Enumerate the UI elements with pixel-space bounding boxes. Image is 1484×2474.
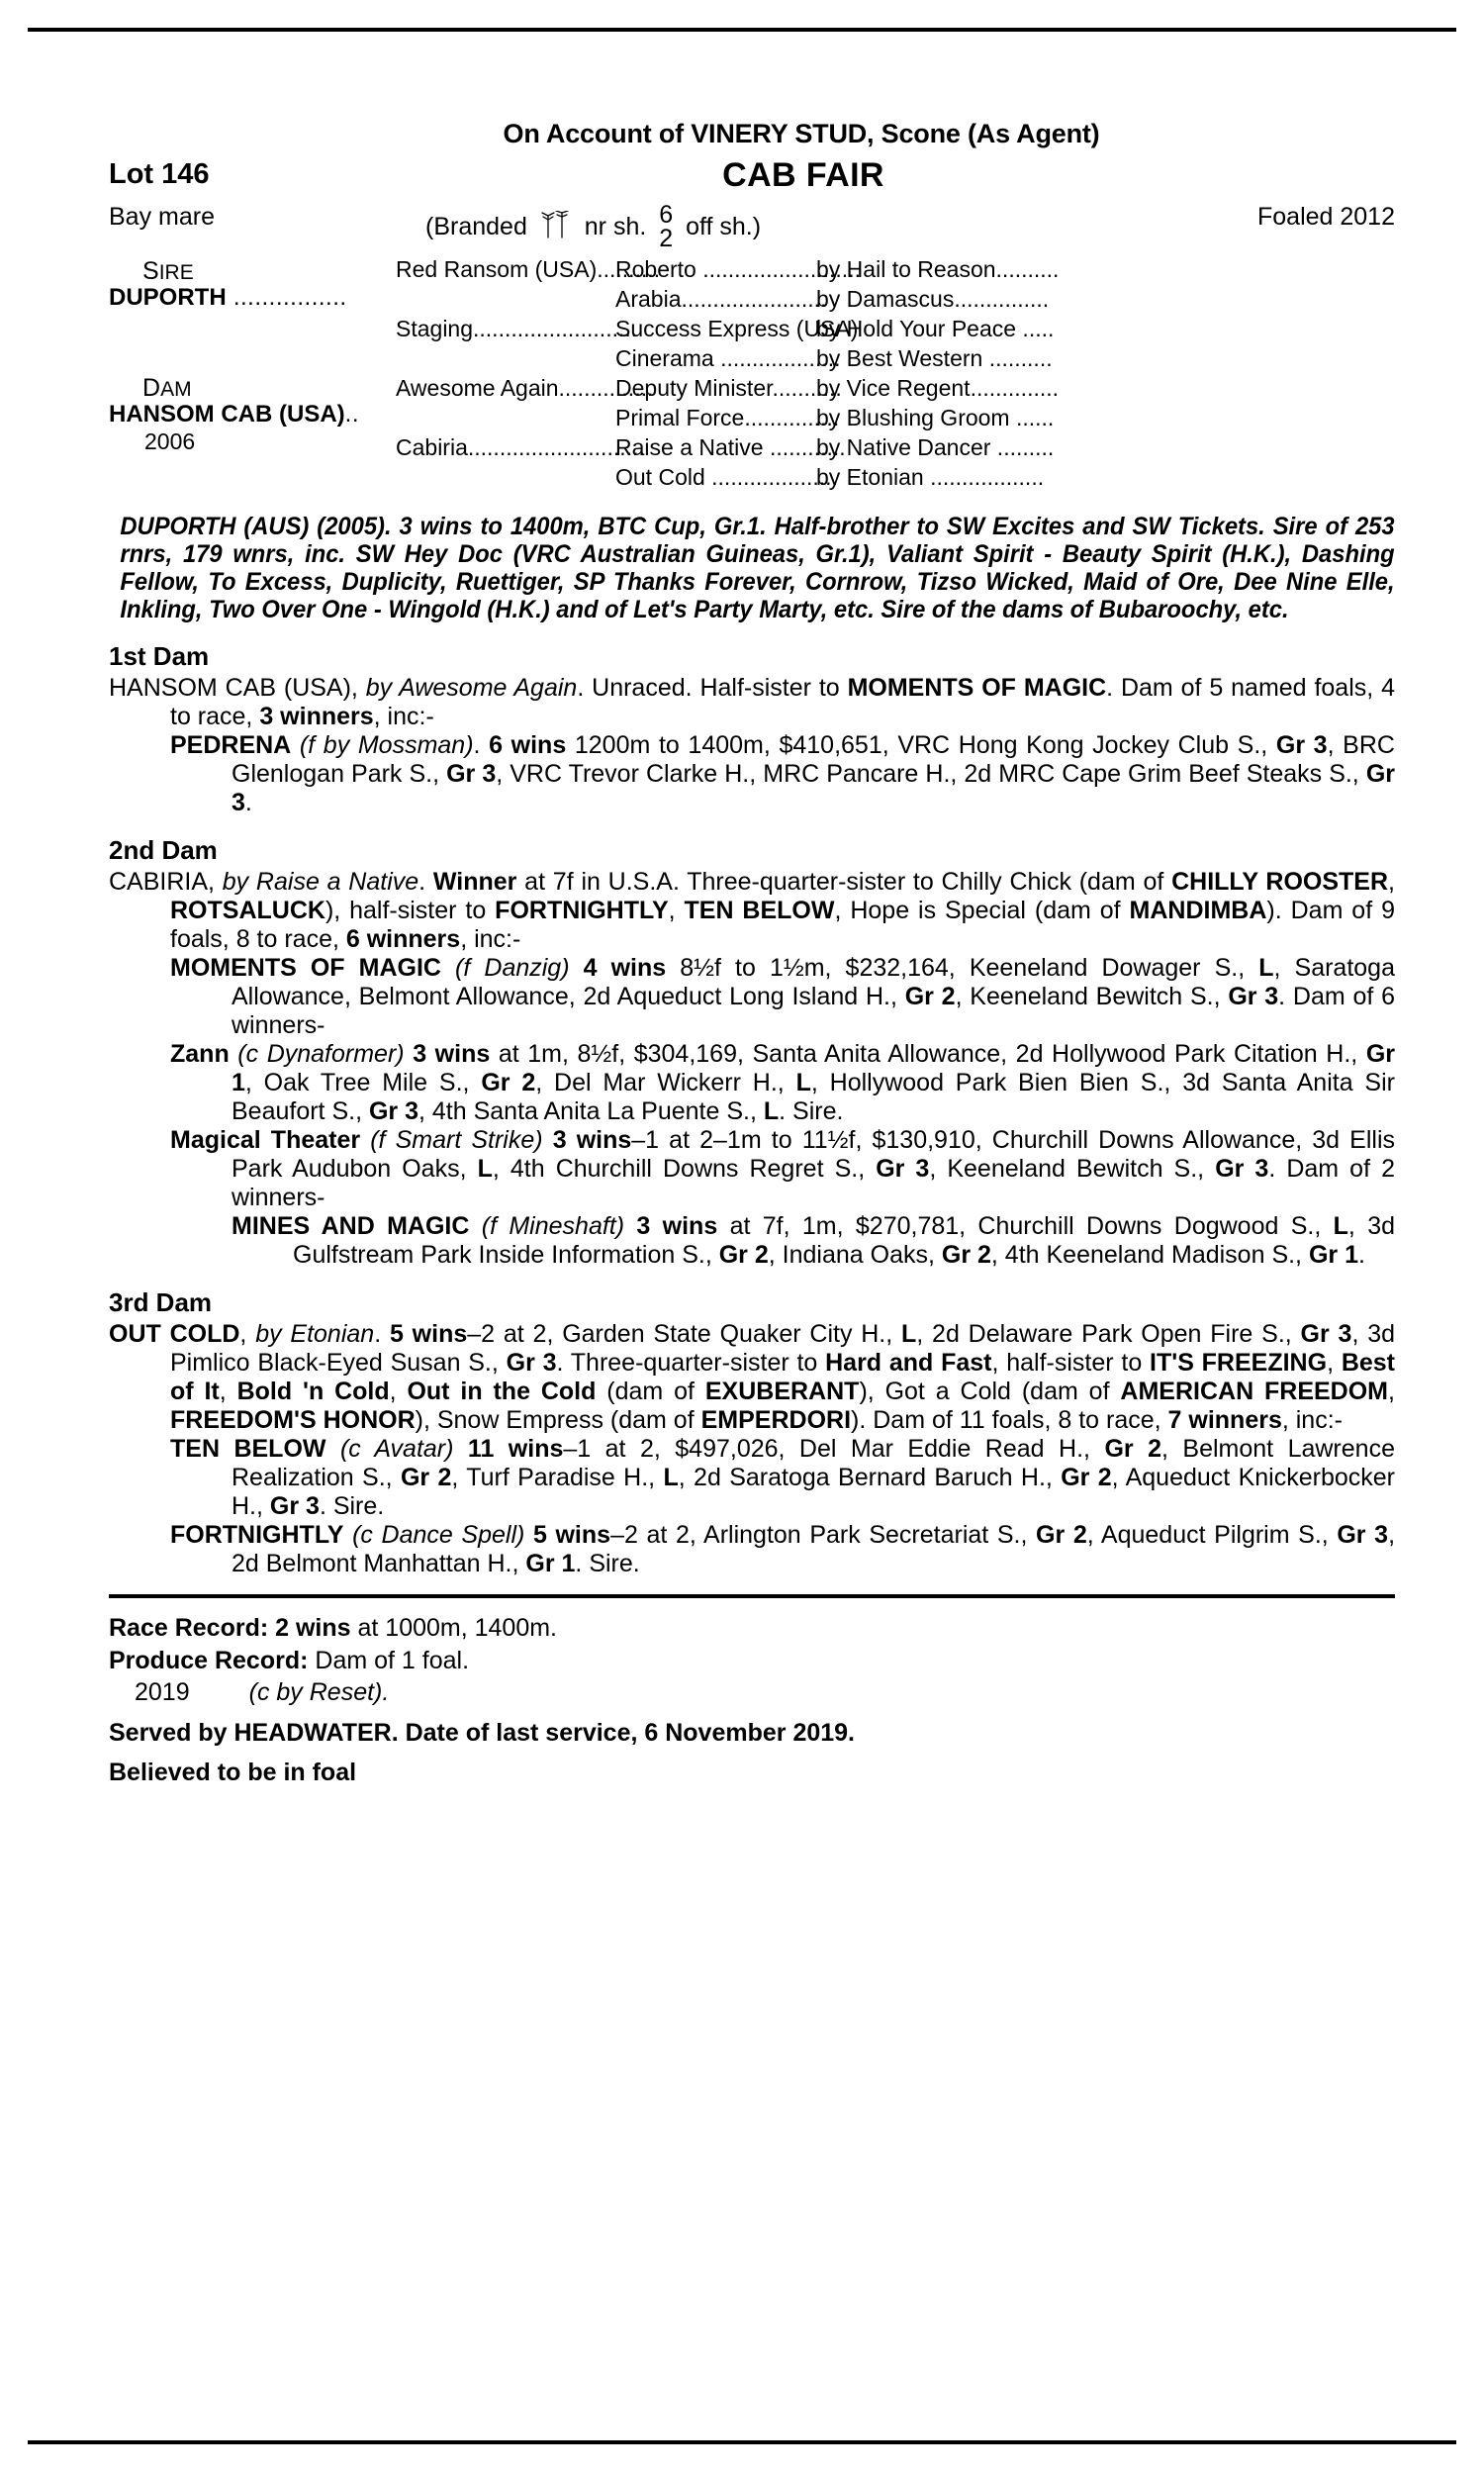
colour-and-sex: Bay mare — [109, 203, 215, 231]
sire-label-rest: IRE — [158, 261, 194, 284]
produce-foal-description: (c by Reset). — [248, 1678, 390, 1706]
great-grandparent-name: Out Cold .................... — [615, 464, 838, 490]
dam-label — [142, 376, 359, 401]
sire-label — [142, 259, 347, 284]
sire-label-cap: S — [142, 257, 159, 285]
great-grandparent-sire: by Best Western .......... — [816, 345, 1053, 371]
great-grandparent-sire: by Damascus............... — [816, 286, 1050, 312]
great-grandparent-name: Deputy Minister........... — [615, 375, 842, 401]
description-row — [109, 198, 1395, 252]
dam-section-heading: 2nd Dam — [109, 835, 218, 865]
pedigree-column-sire-lines — [816, 255, 1153, 493]
branded-suffix: off sh.) — [686, 213, 762, 240]
in-foal-status: Believed to be in foal — [109, 1759, 357, 1786]
pedigree-entry: OUT COLD, by Etonian. 5 wins–2 at 2, Garden State Quaker City H., L, 2d Delaware Park Open Fire S., Gr 3, 3d Pimlico Black-Eyed Susan S., Gr 3. Three-quarter-sister to Hard and Fast, half-sister to IT'S FREEZING, Best of It, Bold 'n Cold, Out in the Cold (dam of EXUBERANT), Got a Cold (dam of AMERICAN FREEDOM, FREEDOM'S HONOR), Snow Empress (dam of EMPERDORI). Dam of 11 foals, 8 to race, 7 winners, inc:- — [109, 1320, 1396, 1434]
sire-name-row — [109, 284, 347, 312]
pedigree-entry: FORTNIGHTLY (c Dance Spell) 5 wins–2 at 2, Arlington Park Secretariat S., Gr 2, Aqueduct Pilgrim S., Gr 3, 2d Belmont Manhattan H., Gr 1. Sire. — [170, 1521, 1396, 1577]
great-grandparent-name: Roberto ......................... — [615, 256, 861, 282]
great-grandparent-sire: by Hold Your Peace ..... — [816, 316, 1055, 341]
great-grandparent-sire: by Etonian .................. — [816, 464, 1045, 490]
footer-rule — [109, 1594, 1395, 1598]
pedigree-entry: MINES AND MAGIC (f Mineshaft) 3 wins at 7f, 1m, $270,781, Churchill Downs Dogwood S., L, 3d Gulfstream Park Inside Information S., Gr 2, Indiana Oaks, Gr 2, 4th Keeneland Madison S., Gr 1. — [232, 1212, 1396, 1269]
dam-year: 2006 — [144, 428, 196, 454]
dam-leader-dots: .. — [344, 401, 359, 428]
brand-number-stack — [659, 203, 673, 250]
branded-mid: nr sh. — [584, 213, 647, 240]
dam-label-cap: D — [142, 374, 161, 402]
great-grandparent-name: Success Express (USA) — [615, 316, 859, 341]
sire-summary-paragraph: DUPORTH (AUS) (2005). 3 wins to 1400m, BTC Cup, Gr.1. Half-brother to SW Excites and SW Tickets. Sire of 253 rnrs, 179 wnrs, inc. SW Hey Doc (VRC Australian Guineas, Gr.1), Valiant Spirit - Beauty Spirit (H.K.), Dashing Fellow, To Excess, Duplicity, Ruettiger, SP Thanks Forever, Cornrow, Tizso Wicked, Maid of Ore, Dee Nine Elle, Inkling, Two Over One - Wingold (H.K.) and of Let's Party Marty, etc. Sire of the dams of Bubaroochy, etc. — [120, 513, 1395, 623]
pedigree-entry: CABIRIA, by Raise a Native. Winner at 7f in U.S.A. Three-quarter-sister to Chilly Chick (dam of CHILLY ROOSTER, ROTSALUCK), half-sister to FORTNIGHTLY, TEN BELOW, Hope is Special (dam of MANDIMBA). Dam of 9 foals, 8 to race, 6 winners, inc:- — [109, 868, 1395, 953]
brand-description — [425, 203, 761, 250]
brand-number-top: 6 — [659, 201, 674, 229]
page-bottom-rule — [28, 2440, 1456, 2444]
account-line: On Account of VINERY STUD, Scone (As Agent) — [503, 119, 1100, 148]
great-grandparent-name: Arabia....................... — [615, 286, 827, 312]
dam-section-heading: 1st Dam — [109, 641, 210, 671]
branded-prefix: (Branded — [425, 213, 527, 240]
produce-record-line — [109, 1645, 1395, 1677]
race-record-label: Race Record: — [109, 1614, 269, 1642]
pedigree-entry: HANSOM CAB (USA), by Awesome Again. Unraced. Half-sister to MOMENTS OF MAGIC. Dam of 5 named foals, 4 to race, 3 winners, inc:- — [109, 674, 1395, 730]
page-top-rule — [28, 28, 1456, 32]
grandparent-row: Staging.......................... — [396, 316, 638, 341]
footer — [109, 1612, 1395, 1789]
page-content — [109, 119, 1395, 1789]
pedigree-entry: Magical Theater (f Smart Strike) 3 wins–1 at 2–1m to 11½f, $130,910, Churchill Downs Allowance, 3d Ellis Park Audubon Oaks, L, 4th Churchill Downs Regret S., Gr 3, Keeneland Bewitch S., Gr 3. Dam of 2 winners- — [170, 1126, 1396, 1211]
foaled-year: Foaled 2012 — [1256, 203, 1395, 231]
dam-block — [109, 376, 359, 454]
dam-name: HANSOM CAB (USA) — [109, 401, 345, 428]
pedigree-table — [109, 255, 1395, 503]
sire-block — [109, 259, 347, 312]
horse-brand-symbol-icon — [536, 211, 576, 240]
race-record-line — [109, 1612, 1395, 1645]
grandparent-row: Cabiria............................ — [396, 434, 645, 460]
dam-sections — [109, 641, 1395, 1578]
pedigree-entry: Zann (c Dynaformer) 3 wins at 1m, 8½f, $304,169, Santa Anita Allowance, 2d Hollywood Park Citation H., Gr 1, Oak Tree Mile S., Gr 2, Del Mar Wickerr H., L, Hollywood Park Bien Bien S., 3d Santa Anita Sir Beaufort S., Gr 3, 4th Santa Anita La Puente S., L. Sire. — [170, 1040, 1395, 1125]
great-grandparent-name: Primal Force............... — [615, 405, 840, 430]
lot-row — [109, 158, 1395, 198]
great-grandparent-sire: by Native Dancer ......... — [816, 434, 1055, 460]
dam-name-row — [109, 401, 359, 428]
great-grandparent-name: Raise a Native ............ — [615, 434, 846, 460]
dam-section-heading: 3rd Dam — [109, 1287, 213, 1317]
produce-record-label: Produce Record: — [109, 1646, 309, 1674]
great-grandparent-sire: by Vice Regent.............. — [816, 375, 1060, 401]
pedigree-entry: PEDRENA (f by Mossman). 6 wins 1200m to 1400m, $410,651, VRC Hong Kong Jockey Club S., Gr 3, BRC Glenlogan Park S., Gr 3, VRC Trevor Clarke H., MRC Pancare H., 2d MRC Cape Grim Beef Steaks S., Gr 3. — [170, 731, 1395, 816]
pedigree-column-great-grandparents — [615, 255, 861, 493]
race-record-rest: at 1000m, 1400m. — [350, 1614, 558, 1642]
produce-foal-row — [109, 1676, 1395, 1709]
race-record-value: 2 wins — [275, 1614, 351, 1642]
produce-record-value: Dam of 1 foal. — [308, 1646, 470, 1674]
great-grandparent-sire: by Hail to Reason.......... — [816, 256, 1060, 282]
grandparent-row: Red Ransom (USA).......... — [396, 256, 661, 282]
brand-number-bottom: 2 — [659, 225, 674, 252]
produce-foal-year: 2019 — [135, 1678, 190, 1706]
lot-number: Lot 146 — [109, 158, 210, 190]
great-grandparent-sire: by Blushing Groom ...... — [816, 405, 1055, 430]
served-by-line: Served by HEADWATER. Date of last service, 6 November 2019. — [109, 1718, 856, 1747]
great-grandparent-name: Cinerama ................... — [615, 345, 841, 371]
dam-label-rest: AM — [160, 378, 192, 401]
pedigree-entry: TEN BELOW (c Avatar) 11 wins–1 at 2, $497,026, Del Mar Eddie Read H., Gr 2, Belmont Lawrence Realization S., Gr 2, Turf Paradise H., L, 2d Saratoga Bernard Baruch H., Gr 2, Aqueduct Knickerbocker H., Gr 3. Sire. — [170, 1435, 1395, 1520]
grandparent-row: Awesome Again............... — [396, 375, 654, 401]
sire-leader-dots: ................ — [226, 284, 347, 311]
sire-name: DUPORTH — [109, 284, 227, 311]
page-title: CAB FAIR — [722, 156, 884, 194]
pedigree-entry: MOMENTS OF MAGIC (f Danzig) 4 wins 8½f to 1½m, $232,164, Keeneland Dowager S., L, Saratoga Allowance, Belmont Allowance, 2d Aqueduct Long Island H., Gr 2, Keeneland Bewitch S., Gr 3. Dam of 6 winners- — [170, 954, 1395, 1039]
